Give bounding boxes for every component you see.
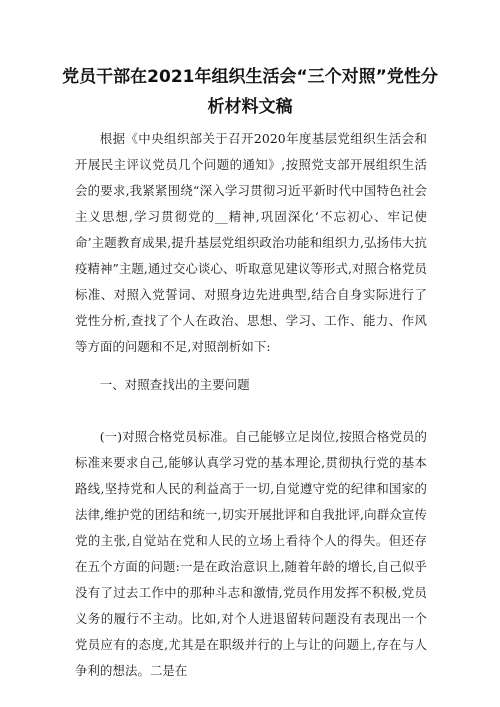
intro-paragraph: 根据《中央组织部关于召开2020年度基层党组织生活会和开展民主评议党员几个问题的通知》,按照党支部开展组织生活会的要求,我紧紧围绕“深入学习贯彻习近平新时代中国特色社会主义思想,学习贯彻党的__精神,巩固深化‘不忘初心、牢记使命’主题教育成果,提升基层党组织政治功能和组织力,弘扬伟大抗疫精神”主题,通过交心谈心、听取意见建议等形式,对照合格党员标准、对照入党誓词、对照身边先进典型,结合自身实际进行了党性分析,查找了个人在政治、思想、学习、工作、能力、作风等方面的问题和不足,对照剖析如下: <box>75 131 427 354</box>
body-paragraph: (一)对照合格党员标准。自己能够立足岗位,按照合格党员的标准来要求自己,能够认真学习党的基本理论,贯彻执行党的基本路线,坚持党和人民的利益高于一切,自觉遵守党的纪律和国家的法律,维护党的团结和统一,切实开展批评和自我批评,向群众宣传党的主张,自觉站在党和人民的立场上看待个人的得失。但还存在五个方面的问题:一是在政治意识上,随着年龄的增长,自己似乎没有了过去工作中的那种斗志和激情,党员作用发挥不积极,党员义务的履行不主动。比如,对个人进退留转问题没有表现出一个党员应有的态度,尤其是在职级并行的上与让的问题上,存在与人争利的想法。二是在 <box>75 429 427 678</box>
document-title: 党员干部在2021年组织生活会“三个对照”党性分析材料文稿 <box>62 67 438 117</box>
section-heading: 一、对照查找出的主要问题 <box>99 377 250 392</box>
